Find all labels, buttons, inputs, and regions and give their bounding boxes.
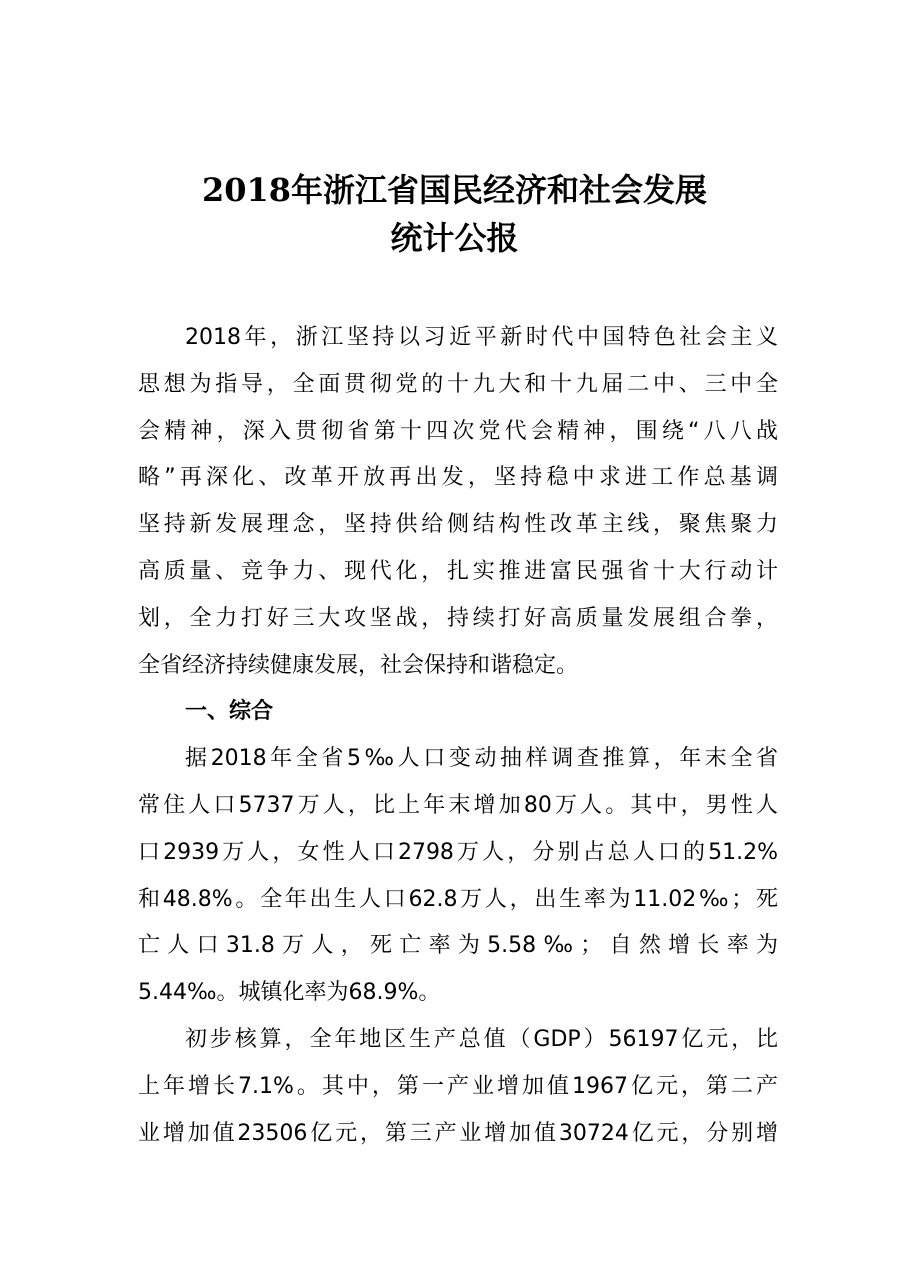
paragraph-line: 和48.8%。全年出生人口62.8万人，出生率为11.02‰；死 <box>138 886 778 912</box>
paragraph-gdp <box>138 1017 778 1157</box>
paragraph-line: 据2018年全省5‰人口变动抽样调查推算，年末全省 <box>185 746 778 772</box>
paragraph-line: 坚持新发展理念，坚持供给侧结构性改革主线，聚焦聚力 <box>138 512 778 538</box>
paragraph-line: 初步核算，全年地区生产总值（GDP）56197亿元，比 <box>185 1026 778 1052</box>
paragraph-line: 2018年，浙江坚持以习近平新时代中国特色社会主义 <box>185 325 778 350</box>
paragraph-population <box>138 736 778 1017</box>
section-heading: 一、综合 <box>185 699 274 725</box>
document-title-line-2: 统计公报 <box>390 219 519 257</box>
paragraph-line: 上年增长7.1%。其中，第一产业增加值1967亿元，第二产 <box>138 1073 778 1099</box>
paragraph-line: 常住人口5737万人，比上年末增加80万人。其中，男性人 <box>138 792 778 818</box>
document-title-line-1: 2018年浙江省国民经济和社会发展 <box>201 171 708 209</box>
paragraph-line: 业增加值23506亿元，第三产业增加值30724亿元，分别增 <box>138 1120 778 1146</box>
paragraph-line: 略”再深化、改革开放再出发，坚持稳中求进工作总基调 <box>138 465 778 491</box>
paragraph-line: 亡人口31.8万人，死亡率为5.58‰；自然增长率为 <box>138 933 778 959</box>
paragraph-line: 全省经济持续健康发展，社会保持和谐稳定。 <box>138 652 579 678</box>
paragraph-line: 划，全力打好三大攻坚战，持续打好高质量发展组合拳， <box>138 605 778 631</box>
paragraph-line: 思想为指导，全面贯彻党的十九大和十九届二中、三中全 <box>138 371 778 397</box>
paragraph-line: 口2939万人，女性人口2798万人，分别占总人口的51.2% <box>138 839 778 865</box>
paragraph-line: 高质量、竞争力、现代化，扎实推进富民强省十大行动计 <box>138 558 778 584</box>
document-body <box>138 315 778 1157</box>
paragraph-intro <box>138 315 778 689</box>
paragraph-line: 5.44‰。城镇化率为68.9%。 <box>138 980 441 1006</box>
paragraph-line: 会精神，深入贯彻省第十四次党代会精神，围绕“八八战 <box>138 418 778 444</box>
